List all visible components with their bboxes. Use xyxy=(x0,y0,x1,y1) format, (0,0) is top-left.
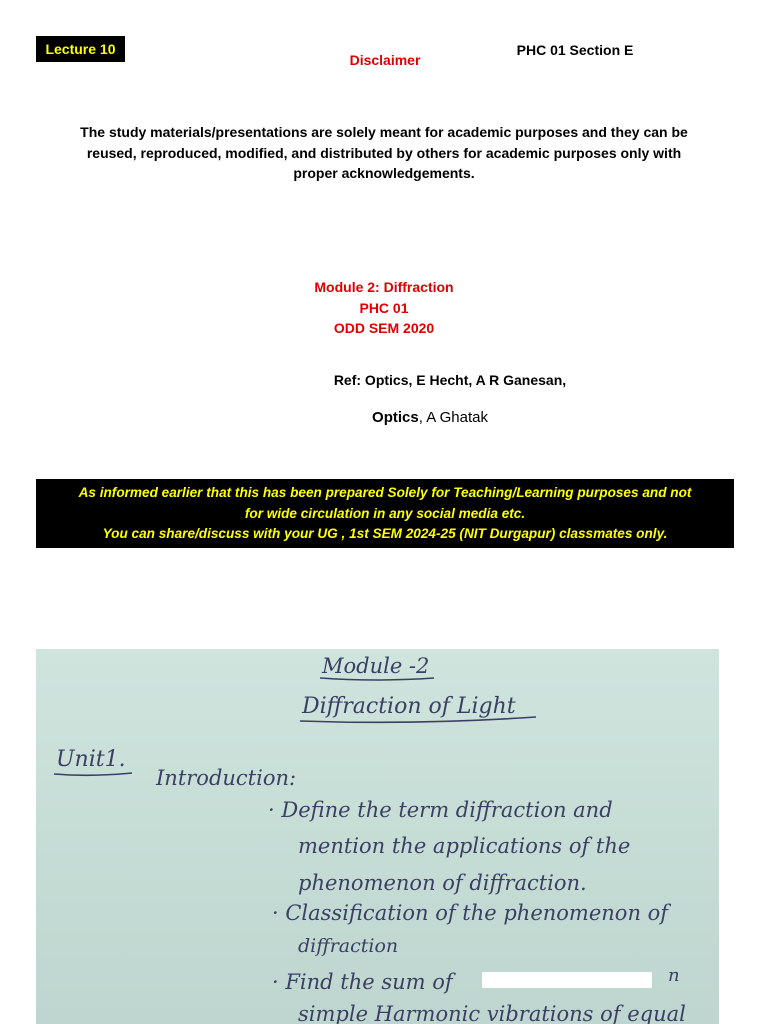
notes-line: diffraction xyxy=(298,935,399,957)
notes-line: · Define the term diffraction and xyxy=(268,798,613,822)
notes-line: n xyxy=(668,965,680,986)
notes-unit-label: Unit1. xyxy=(56,747,126,772)
notes-line: mention the applications of the xyxy=(298,834,631,858)
disclaimer-title: Disclaimer xyxy=(349,52,421,68)
sharing-notice xyxy=(36,479,734,548)
section-label: PHC 01 Section E xyxy=(516,42,634,58)
reference-line: Ref: Optics, E Hecht, A R Ganesan, xyxy=(333,372,567,388)
unit-underline xyxy=(54,773,132,775)
handwritten-notes-canvas xyxy=(36,649,719,1024)
optics-author: , A Ghatak xyxy=(418,409,488,426)
module-title: Module 2: Diffraction xyxy=(314,279,454,295)
lecture-badge: Lecture 10 xyxy=(36,36,125,62)
notes-line: simple Harmonic vibrations of equal xyxy=(298,1002,686,1024)
disclaimer-line: proper acknowledgements. xyxy=(293,165,475,181)
optics-reference xyxy=(320,409,540,426)
handwritten-notes-photo xyxy=(36,649,719,1024)
notes-chapter-title: Diffraction of Light xyxy=(302,694,516,719)
notice-line: for wide circulation in any social media etc. xyxy=(244,505,526,521)
notes-line: phenomenon of diffraction. xyxy=(298,871,587,895)
notes-module-heading: Module -2 xyxy=(322,654,430,678)
redaction-bar xyxy=(482,972,652,988)
heading-underline xyxy=(320,678,434,680)
notes-line: · Classification of the phenomenon of xyxy=(272,901,669,925)
notes-line: · Find the sum of xyxy=(272,970,453,994)
notice-line: As informed earlier that this has been prepared Solely for Teaching/Learning purposes and not xyxy=(78,485,692,500)
notes-intro-label: Introduction: xyxy=(156,766,297,790)
semester-label: ODD SEM 2020 xyxy=(333,320,435,336)
optics-title: Optics xyxy=(372,409,419,426)
notice-line: You can share/discuss with your UG , 1st SEM 2024-25 (NIT Durgapur) classmates only. xyxy=(102,526,668,541)
module-info xyxy=(260,277,508,339)
disclaimer-line: The study materials/presentations are solely meant for academic purposes and they can be xyxy=(80,124,688,140)
disclaimer-text xyxy=(40,122,728,184)
course-code: PHC 01 xyxy=(359,299,409,316)
disclaimer-line: reused, reproduced, modified, and distributed by others for academic purposes only with xyxy=(86,144,682,161)
